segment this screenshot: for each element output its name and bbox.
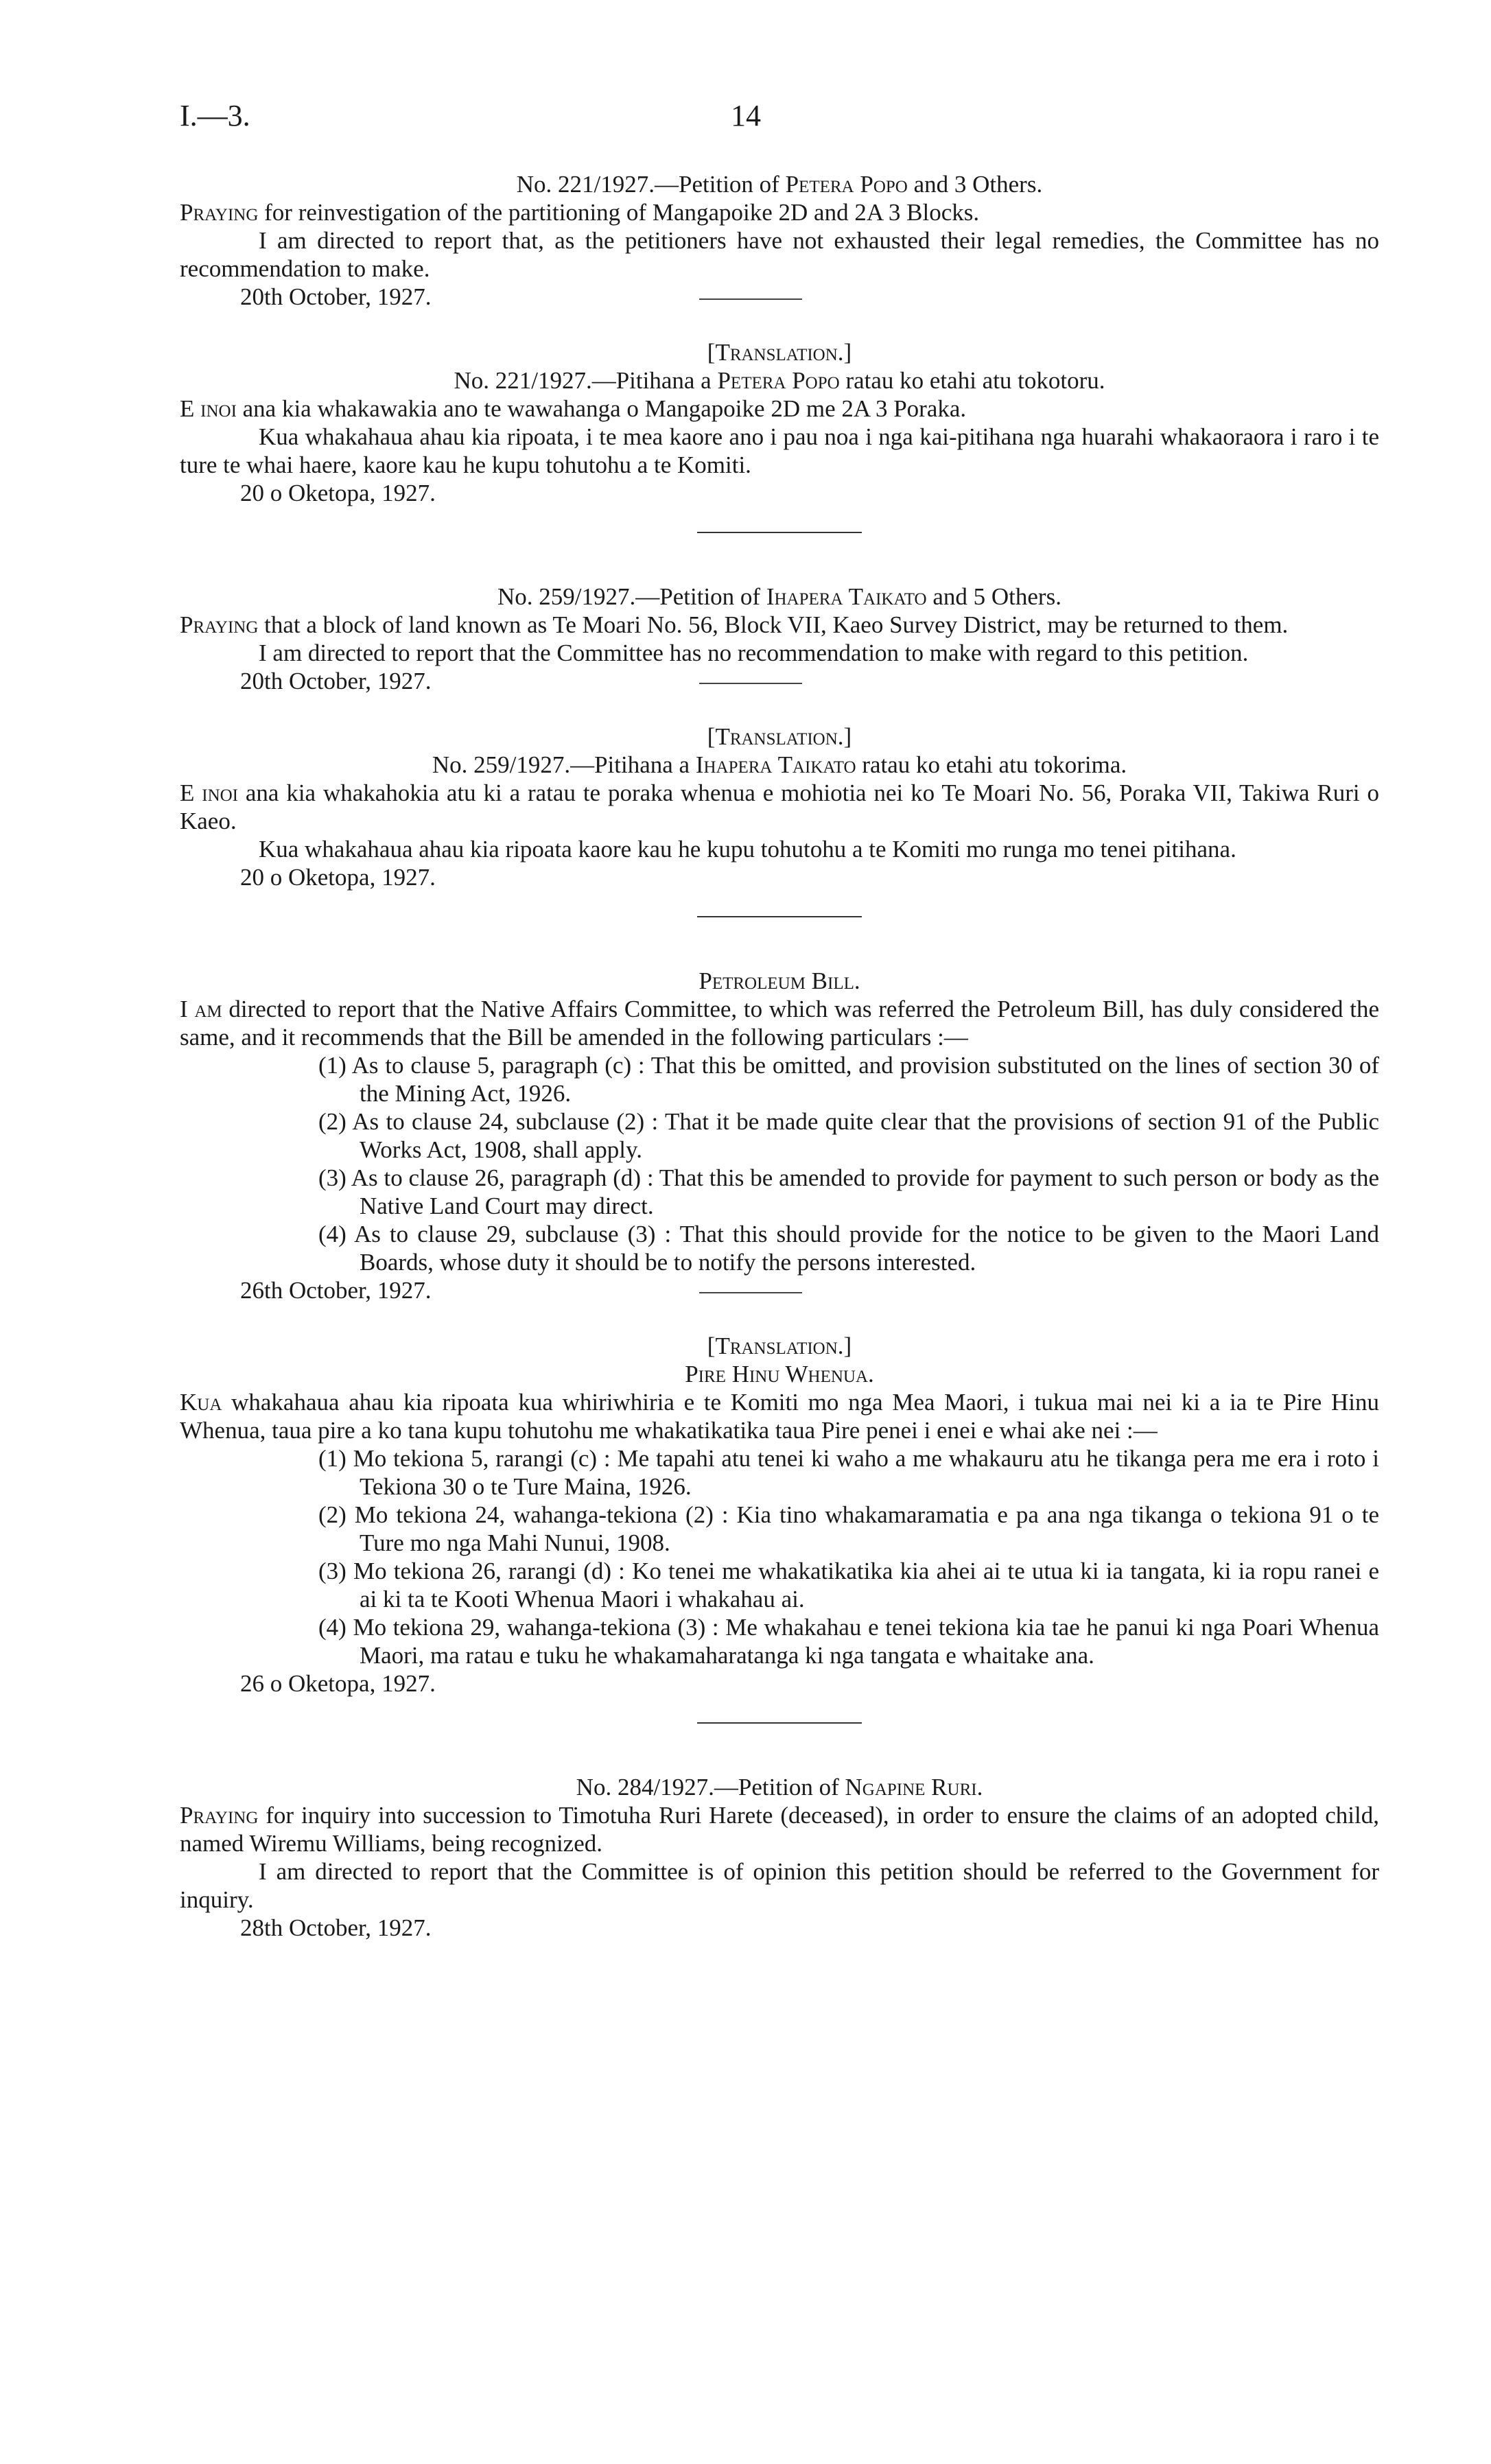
pire-hinu-whenua-item: (4) Mo tekiona 29, wahanga-tekiona (3) : Me whakahau e tenei tekiona kia tae he panui ki nga Poari Whenua Maori, ma ratau e tuku he whakamaharatanga ki nga tangata e whaitake ana. (318, 1614, 1379, 1669)
pitihana-221-date: 20 o Oketopa, 1927. (240, 480, 436, 506)
translation-label: [Translation.] (707, 339, 852, 366)
pire-hinu-whenua-date: 26 o Oketopa, 1927. (240, 1670, 436, 1697)
pire-hinu-whenua-item: (3) Mo tekiona 26, rarangi (d) : Ko tenei me whakatikatika kia ahei ai te utua ki ia tangata, ki ia ropu ranei e ai ki ta te Kooti Whenua Maori i whakahau ai. (318, 1558, 1379, 1612)
section-divider (697, 1722, 862, 1724)
petition-221-report: I am directed to report that, as the petitioners have not exhausted their legal remedies, the Committee has no recommendation to make. (180, 227, 1379, 282)
pitihana-221-ripoata: Kua whakahaua ahau kia ripoata, i te mea kaore ano i pau noa i nga kai-pitihana nga huarahi whakaoraora i raro i te ture te whai haere, kaore kau he kupu tohutohu a te Komiti. (180, 423, 1379, 478)
petroleum-bill-item: (3) As to clause 26, paragraph (d) : That this be amended to provide for payment to such person or body as the Native Land Court may direct. (318, 1164, 1379, 1219)
petroleum-bill-item: (2) As to clause 24, subclause (2) : That it be made quite clear that the provisions of section 91 of the Public Works Act, 1908, shall apply. (318, 1108, 1379, 1163)
petroleum-bill-item: (1) As to clause 5, paragraph (c) : That this be omitted, and provision substituted on the lines of section 30 of the Mining Act, 1926. (318, 1052, 1379, 1107)
pitihana-221-title: No. 221/1927.—Pitihana a Petera Popo ratau ko etahi atu tokotoru. (454, 367, 1105, 394)
pire-hinu-whenua-item: (1) Mo tekiona 5, rarangi (c) : Me tapahi atu tenei ki waho a me whakauru atu he tikanga pera me era i roto i Tekiona 30 o te Ture Maina, 1926. (318, 1445, 1379, 1500)
pitihana-259-inoi: E inoi ana kia whakahokia atu ki a ratau te poraka whenua e mohiotia nei ko Te Moari No. 56, Poraka VII, Takiwa Ruri o Kaeo. (180, 779, 1380, 834)
petition-259-praying: Praying that a block of land known as Te Moari No. 56, Block VII, Kaeo Survey District, may be returned to them. (180, 611, 1289, 638)
series-number: I.—3. (180, 99, 250, 132)
pitihana-259-ripoata: Kua whakahaua ahau kia ripoata kaore kau he kupu tohutohu a te Komiti mo runga mo tenei pitihana. (259, 836, 1236, 863)
translation-label: [Translation.] (707, 723, 852, 750)
pitihana-259-title: No. 259/1927.—Pitihana a Ihapera Taikato ratau ko etahi atu tokorima. (432, 751, 1127, 778)
section-divider (697, 532, 862, 533)
petition-259-title: No. 259/1927.—Petition of Ihapera Taikato and 5 Others. (497, 583, 1061, 610)
short-divider (699, 1292, 802, 1293)
pire-hinu-whenua-item: (2) Mo tekiona 24, wahanga-tekiona (2) : Kia tino whakamaramatia e pa ana nga tikanga o tekiona 91 o te Ture mo nga Mahi Nunui, 1908. (318, 1501, 1379, 1556)
petition-221-praying: Praying for reinvestigation of the partitioning of Mangapoike 2D and 2A 3 Blocks. (180, 199, 980, 226)
petroleum-bill-title: Petroleum Bill. (698, 967, 860, 994)
petition-284-title: No. 284/1927.—Petition of Ngapine Ruri. (576, 1774, 983, 1800)
petition-221-date: 20th October, 1927. (180, 283, 1379, 311)
petition-259-report: I am directed to report that the Committee has no recommendation to make with regard to this petition. (259, 640, 1249, 666)
petition-259-date: 20th October, 1927. (180, 667, 1379, 695)
pire-hinu-whenua-title: Pire Hinu Whenua. (685, 1361, 874, 1387)
petroleum-bill-date: 26th October, 1927. (180, 1276, 1379, 1304)
pitihana-221-inoi: E inoi ana kia whakawakia ano te wawahanga o Mangapoike 2D me 2A 3 Poraka. (180, 395, 967, 422)
translation-label: [Translation.] (707, 1333, 852, 1359)
section-divider (697, 916, 862, 917)
petition-284-praying: Praying for inquiry into succession to Timotuha Ruri Harete (deceased), in order to ensure the claims of an adopted child, named Wiremu Williams, being recognized. (180, 1802, 1379, 1857)
petroleum-bill-item: (4) As to clause 29, subclause (3) : That this should provide for the notice to be given to the Maori Land Boards, whose duty it should be to notify the persons interested. (318, 1221, 1379, 1276)
petition-284-report: I am directed to report that the Committee is of opinion this petition should be referred to the Government for inquiry. (180, 1858, 1379, 1913)
pitihana-259-date: 20 o Oketopa, 1927. (240, 864, 436, 891)
petroleum-bill-intro: I am directed to report that the Native Affairs Committee, to which was referred the Petroleum Bill, has duly considered the same, and it recommends that the Bill be amended in the following particulars :— (180, 996, 1379, 1051)
short-divider (699, 683, 802, 684)
document-body (180, 170, 1379, 1942)
page-number: 14 (731, 99, 761, 132)
short-divider (699, 298, 802, 300)
pire-hinu-whenua-intro: Kua whakahaua ahau kia ripoata kua whiriwhiria e te Komiti mo nga Mea Maori, i tukua mai nei ki a ia te Pire Hinu Whenua, taua pire a ko tana kupu tohutohu me whakatikatika taua Pire penei i enei e whai ake nei :— (180, 1389, 1379, 1444)
petition-221-title: No. 221/1927.—Petition of Petera Popo and 3 Others. (516, 171, 1043, 198)
petition-284-date: 28th October, 1927. (240, 1914, 432, 1941)
